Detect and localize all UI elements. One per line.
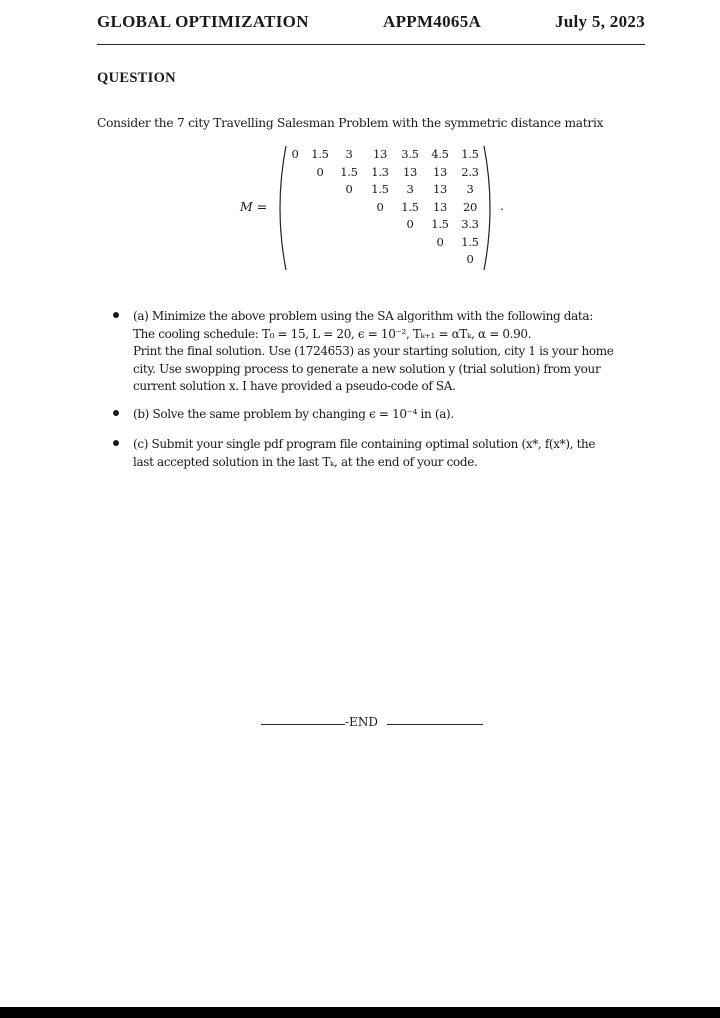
task-text (133, 308, 646, 396)
task-line: (a) Minimize the above problem using the SA algorithm with the following data: (133, 309, 593, 323)
course-code: APPM4065A (383, 12, 482, 31)
bullet-icon (113, 440, 119, 446)
matrix-cell: 0 (436, 234, 444, 249)
matrix-cell: 0 (345, 182, 353, 196)
matrix-cell: 20 (462, 199, 478, 214)
page-bottom-bar (0, 1007, 720, 1018)
matrix-cell: 0 (406, 217, 414, 231)
matrix-cell: 1.3 (371, 164, 389, 179)
task-line: city. Use swopping process to generate a new solution y (trial solution) from your (133, 361, 601, 376)
matrix-cell: 13 (432, 199, 448, 214)
task-line: last accepted solution in the last Tₖ, at the end of your code. (133, 454, 478, 469)
task-line: current solution x. I have provided a pseudo-code of SA. (133, 379, 456, 394)
matrix-cell: 3 (345, 147, 353, 161)
document-header (97, 12, 645, 34)
matrix-cell: 13 (432, 164, 448, 179)
end-rule-left (261, 724, 345, 725)
distance-matrix (276, 144, 496, 272)
matrix-cell: 3.3 (461, 217, 479, 231)
task-line: Print the final solution. Use (1724653) as your starting solution, city 1 is your home (133, 344, 614, 359)
left-paren (280, 146, 286, 270)
exam-date: July 5, 2023 (554, 12, 645, 31)
matrix-cell: 1.5 (431, 217, 449, 231)
matrix-cell: 1.5 (401, 199, 419, 214)
matrix-cell: 3 (466, 182, 474, 196)
right-paren (484, 146, 490, 270)
course-title: GLOBAL OPTIMIZATION (97, 12, 309, 31)
end-rule-right (387, 724, 483, 725)
task-line: The cooling schedule: T₀ = 15, L = 20, ϵ = 10⁻², Tₖ₊₁ = αTₖ, α = 0.90. (133, 326, 532, 341)
matrix-cell: 3.5 (401, 147, 419, 161)
matrix-symbol: M (240, 199, 253, 214)
bullet-icon (113, 312, 119, 318)
task-line: (c) Submit your single pdf program file containing optimal solution (x*, f(x*), the (133, 437, 596, 451)
bullet-icon (113, 410, 119, 416)
matrix-cell: 4.5 (431, 147, 449, 161)
problem-intro: Consider the 7 city Travelling Salesman Problem with the symmetric distance matrix (97, 116, 604, 130)
matrix-period: . (500, 199, 504, 213)
task-line: (b) Solve the same problem by changing ϵ = 10⁻⁴ in (a). (133, 407, 454, 421)
end-marker (261, 715, 483, 731)
matrix-cell: 3 (406, 182, 414, 196)
matrix-equals: = (256, 199, 268, 214)
matrix-cell: 1.5 (371, 182, 389, 196)
task-text (133, 436, 646, 471)
end-label: -END (345, 715, 378, 729)
matrix-cell: 2.3 (461, 164, 479, 179)
matrix-cell: 0 (316, 164, 324, 179)
matrix-cell: 1.5 (461, 147, 479, 161)
matrix-cell: 1.5 (340, 164, 358, 179)
header-rule (97, 44, 645, 45)
matrix-cell: 0 (466, 252, 474, 266)
matrix-cell: 0 (291, 147, 299, 161)
matrix-cell: 1.5 (311, 147, 329, 161)
task-text (133, 406, 646, 424)
matrix-label (240, 199, 267, 214)
matrix-cell: 13 (432, 182, 448, 196)
matrix-cell: 1.5 (461, 234, 479, 249)
matrix-cell: 13 (372, 147, 388, 161)
matrix-cell: 0 (376, 199, 384, 214)
question-heading: QUESTION (97, 70, 176, 86)
matrix-cell: 13 (402, 164, 418, 179)
